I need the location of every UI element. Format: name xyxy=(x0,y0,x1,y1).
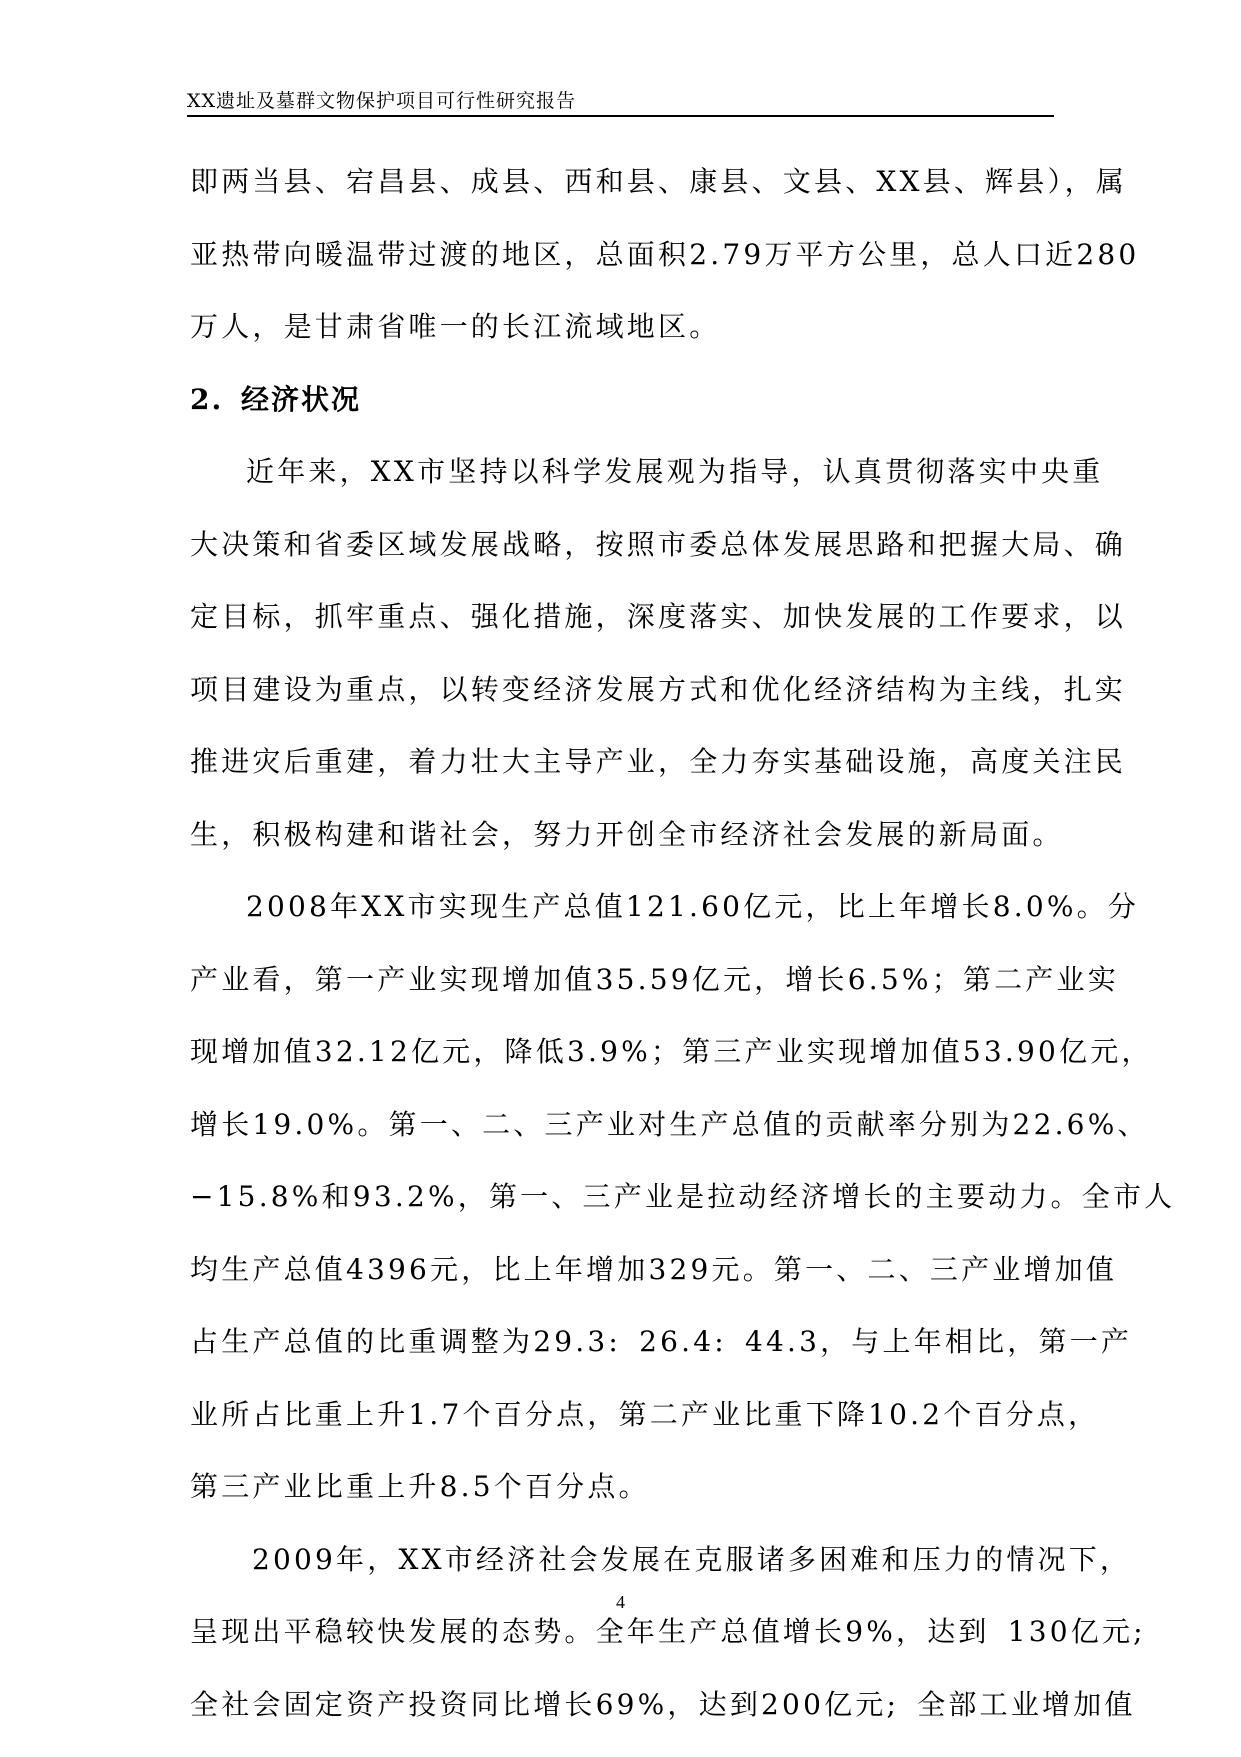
paragraph-line: 呈现出平稳较快发展的态势。全年生产总值增长9%，达到 130亿元; xyxy=(190,1612,1052,1685)
paragraph-line: 业所占比重上升1.7个百分点，第二产业比重下降10.2个百分点， xyxy=(190,1395,1052,1468)
paragraph-line: 近年来，XX市坚持以科学发展观为指导，认真贯彻落实中央重 xyxy=(190,452,1052,525)
running-header: XX遗址及墓群文物保护项目可行性研究报告 xyxy=(187,86,576,113)
body-text xyxy=(190,162,1052,1757)
paragraph-line: 全社会固定资产投资同比增长69%，达到200亿元; 全部工业增加值 xyxy=(190,1685,1052,1757)
paragraph-line: 2008年XX市实现生产总值121.60亿元，比上年增长8.0%。分 xyxy=(190,887,1052,960)
paragraph-line: 占生产总值的比重调整为29.3: 26.4: 44.3，与上年相比，第一产 xyxy=(190,1322,1052,1395)
paragraph-line: 推进灾后重建，着力壮大主导产业，全力夯实基础设施，高度关注民 xyxy=(190,742,1052,815)
paragraph-line: 生，积极构建和谐社会，努力开创全市经济社会发展的新局面。 xyxy=(190,815,1052,888)
paragraph-line: 2009年，XX市经济社会发展在克服诸多困难和压力的情况下， xyxy=(190,1540,1052,1613)
page-number: 4 xyxy=(0,1592,1241,1613)
paragraph-line: 项目建设为重点，以转变经济发展方式和优化经济结构为主线，扎实 xyxy=(190,670,1052,743)
paragraph-line: 亚热带向暖温带过渡的地区，总面积2.79万平方公里，总人口近280 xyxy=(190,235,1052,308)
paragraph-line: 增长19.0%。第一、二、三产业对生产总值的贡献率分别为22.6%、 xyxy=(190,1105,1052,1178)
section-heading: 2. 经济状况 xyxy=(190,380,1052,453)
paragraph-line: 大决策和省委区域发展战略，按照市委总体发展思路和把握大局、确 xyxy=(190,525,1052,598)
paragraph-line: 现增加值32.12亿元，降低3.9%；第三产业实现增加值53.90亿元， xyxy=(190,1032,1052,1105)
paragraph-line: 第三产业比重上升8.5个百分点。 xyxy=(190,1467,1052,1540)
paragraph-line: −15.8%和93.2%，第一、三产业是拉动经济增长的主要动力。全市人 xyxy=(190,1177,1052,1250)
paragraph-line: 均生产总值4396元，比上年增加329元。第一、二、三产业增加值 xyxy=(190,1250,1052,1323)
header-rule xyxy=(187,115,1054,117)
paragraph-line: 定目标，抓牢重点、强化措施，深度落实、加快发展的工作要求，以 xyxy=(190,597,1052,670)
paragraph-line: 即两当县、宕昌县、成县、西和县、康县、文县、XX县、辉县），属 xyxy=(190,162,1052,235)
paragraph-line: 万人，是甘肃省唯一的长江流域地区。 xyxy=(190,307,1052,380)
paragraph-line: 产业看，第一产业实现增加值35.59亿元，增长6.5%；第二产业实 xyxy=(190,960,1052,1033)
